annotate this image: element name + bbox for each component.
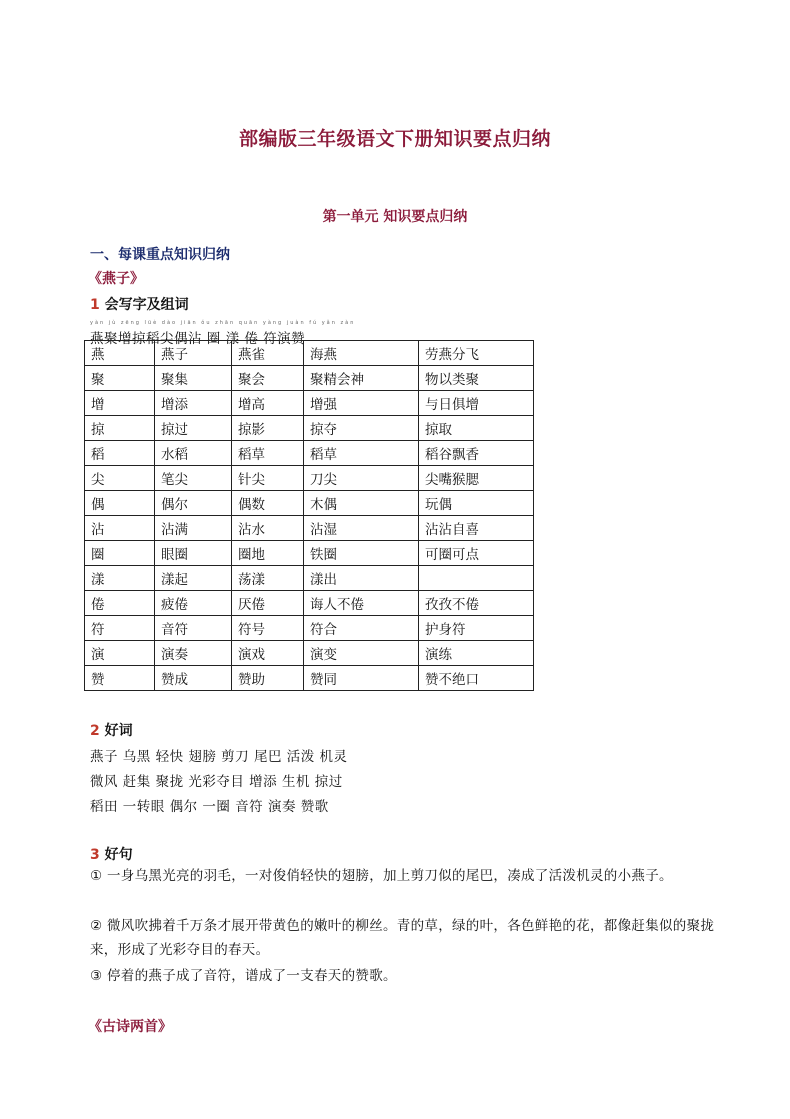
table-cell-word: 演奏 [155, 641, 232, 666]
table-cell-word: 燕雀 [232, 341, 304, 366]
table-cell-word: 演戏 [232, 641, 304, 666]
table-row [85, 616, 534, 641]
table-cell-word: 劳燕分飞 [419, 341, 534, 366]
subsection-number: 3 [90, 847, 100, 863]
table-cell-word: 与日俱增 [419, 391, 534, 416]
table-cell-word: 掠夺 [304, 416, 419, 441]
table-row [85, 541, 534, 566]
good-words-line: 稻田 一转眼 偶尔 一圈 音符 演奏 赞歌 [90, 799, 329, 815]
table-cell-word: 赞成 [155, 666, 232, 691]
subsection-heading-good-words [90, 720, 133, 740]
table-cell-character: 演 [85, 641, 155, 666]
table-cell-character: 稻 [85, 441, 155, 466]
table-cell-word: 疲倦 [155, 591, 232, 616]
table-cell-word [419, 566, 534, 591]
table-cell-word: 沾沾自喜 [419, 516, 534, 541]
table-cell-word: 物以类聚 [419, 366, 534, 391]
table-row [85, 566, 534, 591]
document-title: 部编版三年级语文下册知识要点归纳 [238, 128, 551, 150]
character-line: 燕聚增掠稻尖偶沾 圈 漾 倦 符演赞 [90, 331, 306, 347]
table-cell-word: 掠取 [419, 416, 534, 441]
pinyin-line: yàn jù zēng lüè dào jiān ǒu zhān quān yàng juàn fú yǎn zàn [90, 320, 356, 326]
table-cell-character: 尖 [85, 466, 155, 491]
table-cell-word: 沾湿 [304, 516, 419, 541]
table-cell-character: 燕 [85, 341, 155, 366]
table-row [85, 341, 534, 366]
table-cell-word: 音符 [155, 616, 232, 641]
table-row [85, 491, 534, 516]
table-cell-character: 聚 [85, 366, 155, 391]
subsection-heading-write-words [90, 294, 189, 314]
table-row [85, 366, 534, 391]
table-cell-word: 刀尖 [304, 466, 419, 491]
section-heading: 一、每课重点知识归纳 [90, 247, 230, 263]
table-row [85, 466, 534, 491]
table-cell-character: 倦 [85, 591, 155, 616]
table-cell-character: 赞 [85, 666, 155, 691]
table-cell-word: 沾水 [232, 516, 304, 541]
table-cell-word: 聚精会神 [304, 366, 419, 391]
table-cell-character: 偶 [85, 491, 155, 516]
table-row [85, 391, 534, 416]
subsection-label: 好词 [99, 723, 133, 739]
lesson-title-yanzi: 《燕子》 [88, 271, 144, 287]
table-cell-word: 笔尖 [155, 466, 232, 491]
table-cell-word: 诲人不倦 [304, 591, 419, 616]
table-cell-word: 燕子 [155, 341, 232, 366]
subsection-heading-good-sentences [90, 844, 133, 864]
table-cell-word: 赞助 [232, 666, 304, 691]
table-cell-character: 掠 [85, 416, 155, 441]
table-cell-word: 增强 [304, 391, 419, 416]
unit-title: 第一单元 知识要点归纳 [322, 209, 468, 225]
table-cell-word: 孜孜不倦 [419, 591, 534, 616]
table-cell-word: 海燕 [304, 341, 419, 366]
subsection-label: 好句 [99, 847, 133, 863]
table-cell-word: 尖嘴猴腮 [419, 466, 534, 491]
table-row [85, 591, 534, 616]
table-cell-character: 增 [85, 391, 155, 416]
table-row [85, 516, 534, 541]
sentence-2: ② 微风吹拂着千万条才展开带黄色的嫩叶的柳丝。青的草，绿的叶，各色鲜艳的花，都像赶集似的聚拢来，形成了光彩夺目的春天。 [90, 918, 715, 958]
good-words-line: 燕子 乌黑 轻快 翅膀 剪刀 尾巴 活泼 机灵 [90, 749, 348, 765]
subsection-label: 会写字及组词 [99, 297, 189, 313]
table-cell-word: 符号 [232, 616, 304, 641]
word-table [84, 340, 534, 691]
table-cell-character: 符 [85, 616, 155, 641]
table-cell-word: 赞不绝口 [419, 666, 534, 691]
table-cell-word: 木偶 [304, 491, 419, 516]
table-row [85, 666, 534, 691]
table-cell-word: 演变 [304, 641, 419, 666]
lesson-title-poems: 《古诗两首》 [88, 1019, 172, 1035]
table-cell-word: 沾满 [155, 516, 232, 541]
table-cell-word: 稻草 [232, 441, 304, 466]
table-row [85, 441, 534, 466]
table-cell-word: 针尖 [232, 466, 304, 491]
table-cell-word: 掠影 [232, 416, 304, 441]
table-cell-word: 稻谷飘香 [419, 441, 534, 466]
table-cell-character: 圈 [85, 541, 155, 566]
table-cell-word: 赞同 [304, 666, 419, 691]
table-cell-word: 铁圈 [304, 541, 419, 566]
word-table-body [85, 341, 534, 691]
table-cell-word: 荡漾 [232, 566, 304, 591]
table-cell-word: 护身符 [419, 616, 534, 641]
table-row [85, 416, 534, 441]
subsection-number: 1 [90, 297, 100, 313]
table-cell-word: 演练 [419, 641, 534, 666]
table-cell-word: 聚集 [155, 366, 232, 391]
table-cell-word: 厌倦 [232, 591, 304, 616]
sentence-3: ③ 停着的燕子成了音符，谱成了一支春天的赞歌。 [90, 968, 397, 984]
table-cell-word: 眼圈 [155, 541, 232, 566]
table-cell-character: 漾 [85, 566, 155, 591]
table-cell-word: 圈地 [232, 541, 304, 566]
table-cell-word: 聚会 [232, 366, 304, 391]
table-cell-word: 掠过 [155, 416, 232, 441]
table-cell-word: 偶数 [232, 491, 304, 516]
table-cell-word: 漾起 [155, 566, 232, 591]
table-cell-word: 增高 [232, 391, 304, 416]
sentence-1: ① 一身乌黑光亮的羽毛，一对俊俏轻快的翅膀，加上剪刀似的尾巴，凑成了活泼机灵的小燕子。 [90, 868, 673, 884]
table-cell-word: 稻草 [304, 441, 419, 466]
subsection-number: 2 [90, 723, 100, 739]
table-cell-word: 玩偶 [419, 491, 534, 516]
table-cell-word: 漾出 [304, 566, 419, 591]
table-cell-word: 水稻 [155, 441, 232, 466]
table-row [85, 641, 534, 666]
good-words-line: 微风 赶集 聚拢 光彩夺目 增添 生机 掠过 [90, 774, 343, 790]
table-cell-word: 增添 [155, 391, 232, 416]
table-cell-character: 沾 [85, 516, 155, 541]
table-cell-word: 符合 [304, 616, 419, 641]
table-cell-word: 可圈可点 [419, 541, 534, 566]
table-cell-word: 偶尔 [155, 491, 232, 516]
